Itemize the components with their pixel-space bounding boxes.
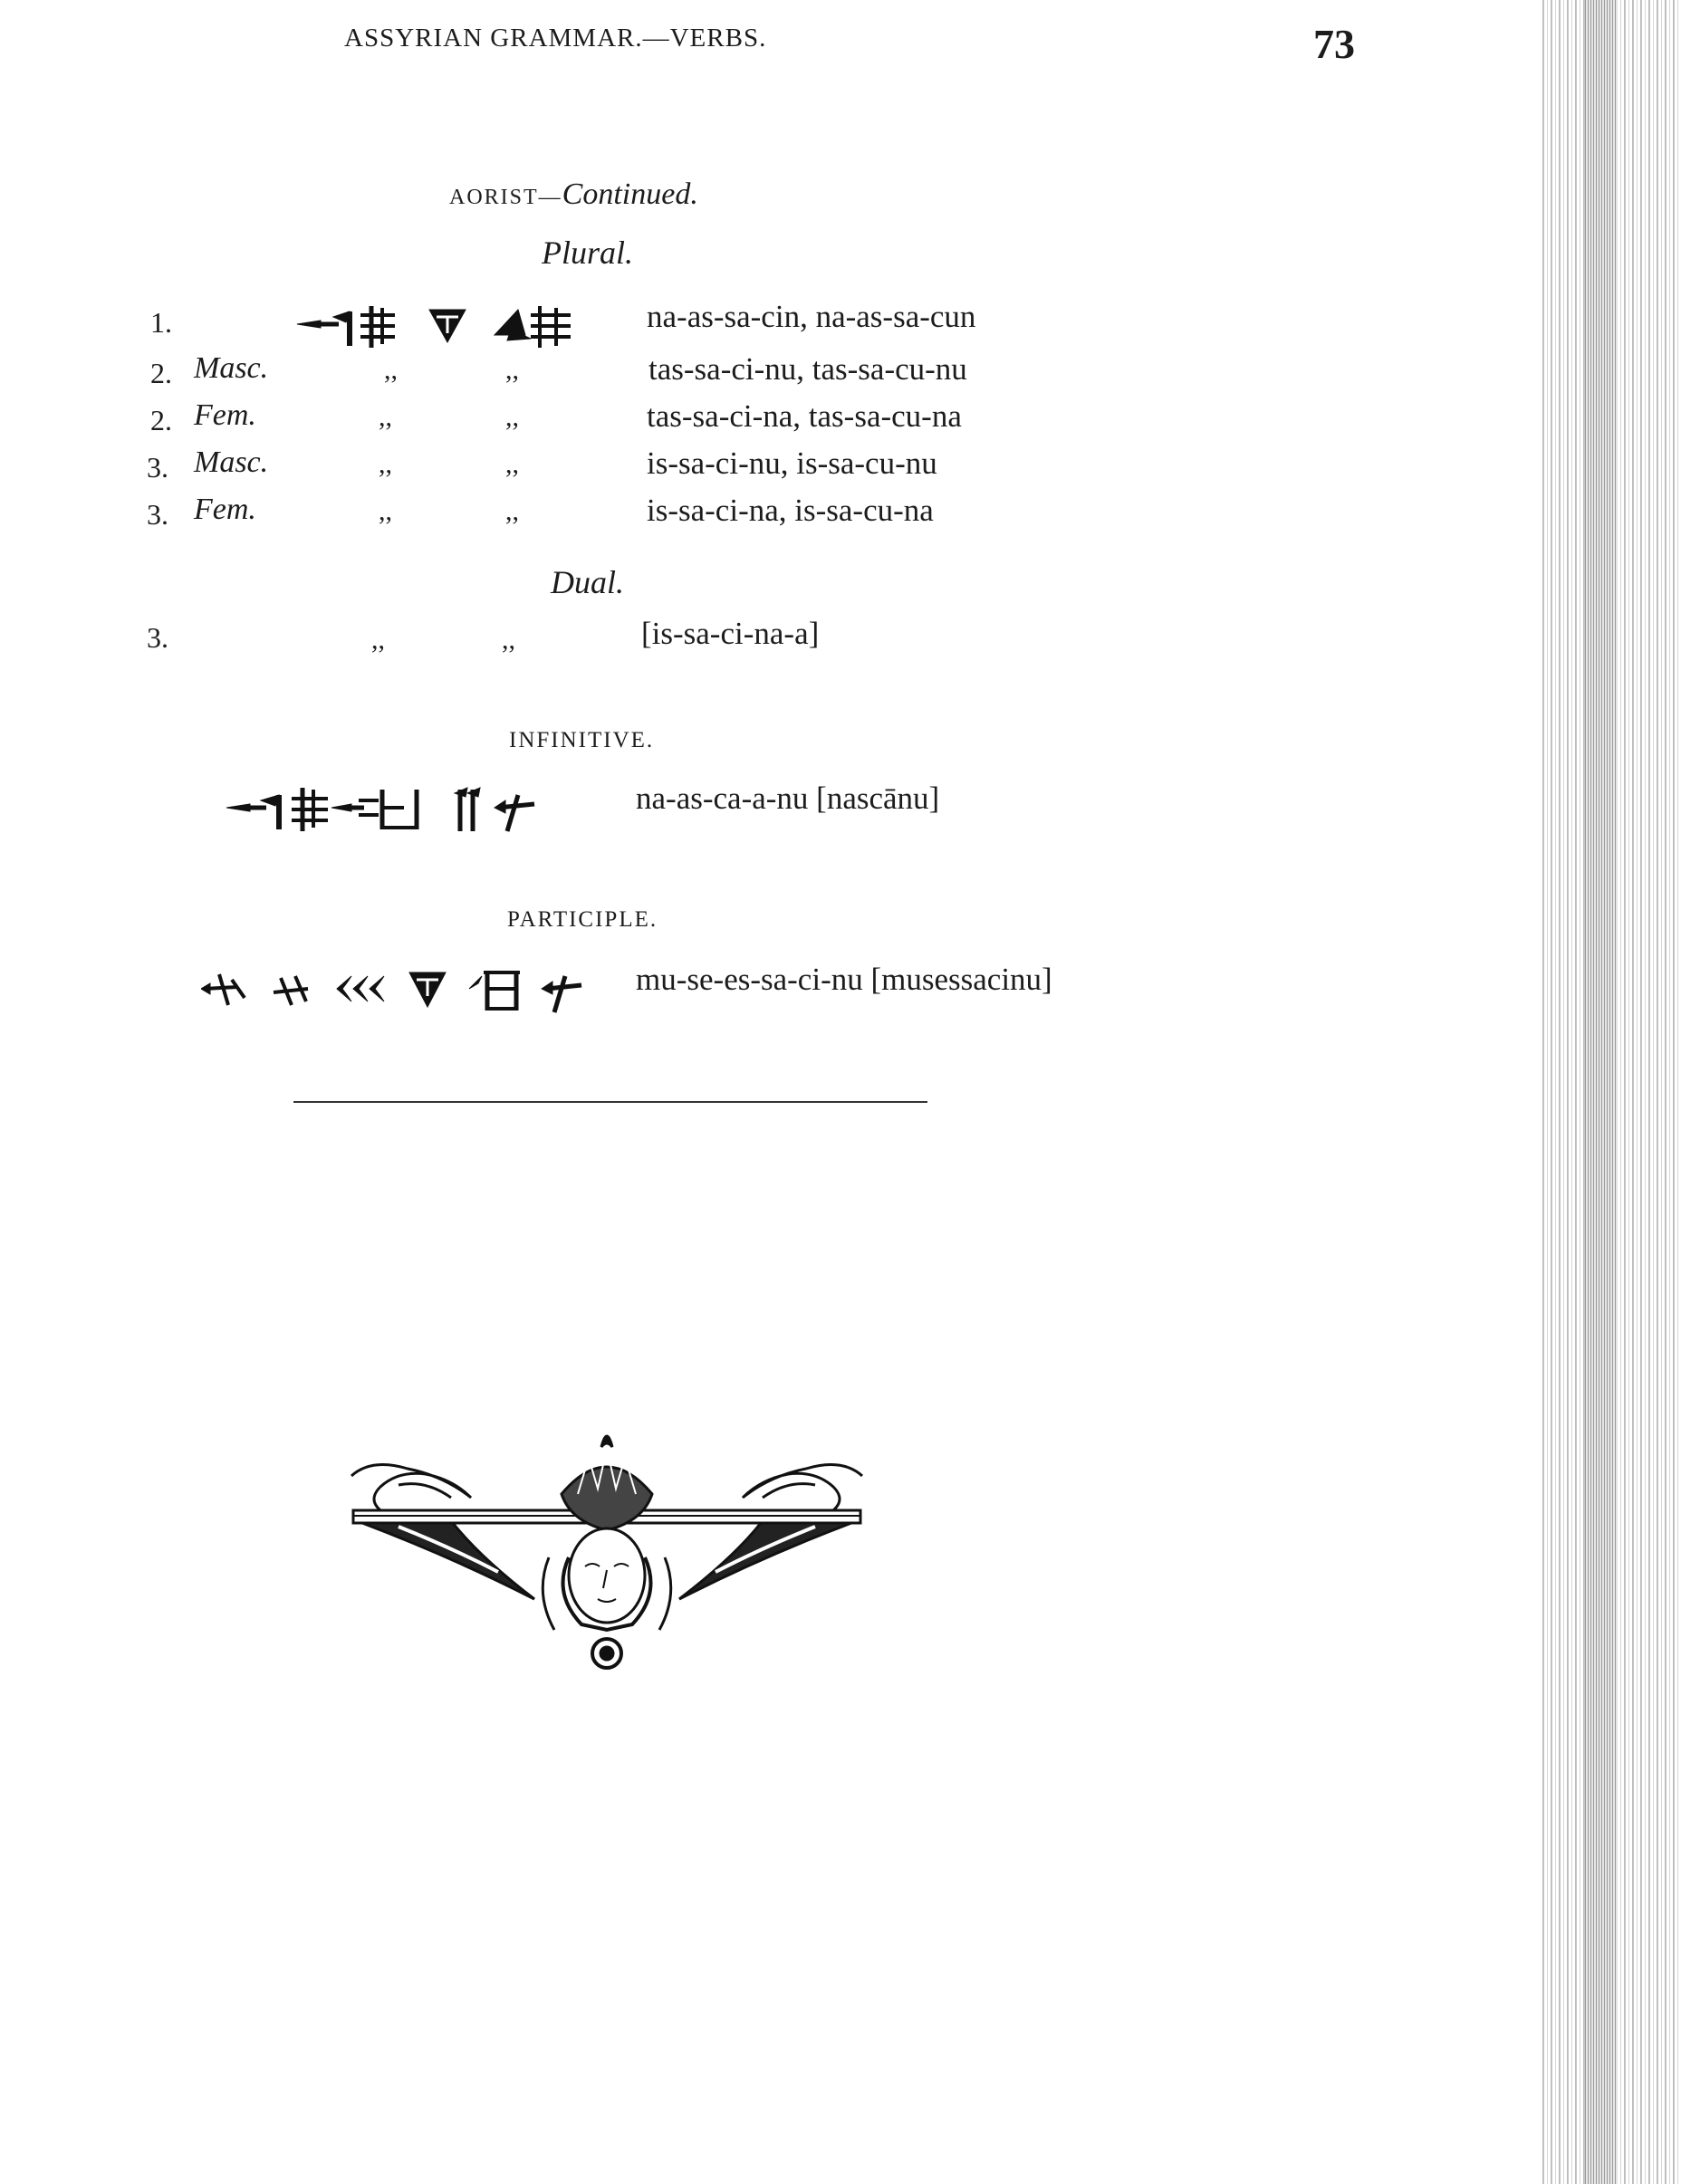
row-number: 3.: [147, 498, 168, 531]
transliteration: is-sa-ci-na, is-sa-cu-na: [647, 493, 934, 528]
ditto-mark: ,,: [379, 496, 392, 526]
ditto-mark: ,,: [371, 625, 385, 655]
transliteration: tas-sa-ci-nu, tas-sa-cu-nu: [648, 351, 967, 387]
dual-heading: Dual.: [551, 564, 624, 600]
row-number: 3.: [147, 451, 168, 484]
page-number: 73: [1313, 21, 1355, 67]
transliteration: [is-sa-ci-na-a]: [641, 616, 820, 651]
cuneiform-participle-icon: [201, 962, 601, 1016]
ditto-mark: ,,: [379, 449, 392, 479]
winged-head-tailpiece-icon: [344, 1422, 869, 1689]
cuneiform-infinitive-icon: [223, 781, 605, 835]
row-label: Fem.: [194, 398, 256, 432]
cuneiform-plural-first-icon: [293, 299, 612, 350]
aorist-heading-caps: AORIST—: [449, 186, 562, 209]
ditto-mark: ,,: [505, 496, 519, 526]
row-label: Masc.: [194, 351, 269, 385]
section-rule: [293, 1101, 927, 1103]
transliteration: mu-se-es-sa-ci-nu [musessacinu]: [636, 962, 1052, 997]
ditto-mark: ,,: [379, 402, 392, 432]
row-number: 2.: [150, 357, 172, 389]
plural-heading: Plural.: [542, 235, 634, 271]
ditto-mark: ,,: [505, 355, 519, 385]
row-number: 1.: [150, 306, 172, 339]
ditto-mark: ,,: [502, 625, 515, 655]
participle-heading: PARTICIPLE.: [507, 907, 658, 932]
book-binding-edge: [1540, 0, 1681, 2184]
row-label: Fem.: [194, 493, 256, 526]
aorist-heading-italic: Continued.: [562, 177, 698, 211]
ditto-mark: ,,: [505, 449, 519, 479]
transliteration: is-sa-ci-nu, is-sa-cu-nu: [647, 445, 937, 481]
ditto-mark: ,,: [384, 355, 398, 385]
aorist-heading: [449, 177, 698, 212]
running-head: ASSYRIAN GRAMMAR.—VERBS.: [344, 24, 767, 53]
infinitive-heading: INFINITIVE.: [509, 728, 655, 752]
ditto-mark: ,,: [505, 402, 519, 432]
transliteration: tas-sa-ci-na, tas-sa-cu-na: [647, 398, 962, 434]
transliteration: na-as-sa-cin, na-as-sa-cun: [647, 299, 976, 334]
row-label: Masc.: [194, 445, 269, 479]
row-number: 2.: [150, 404, 172, 436]
transliteration: na-as-ca-a-nu [nascānu]: [636, 781, 940, 816]
row-number: 3.: [147, 621, 168, 654]
